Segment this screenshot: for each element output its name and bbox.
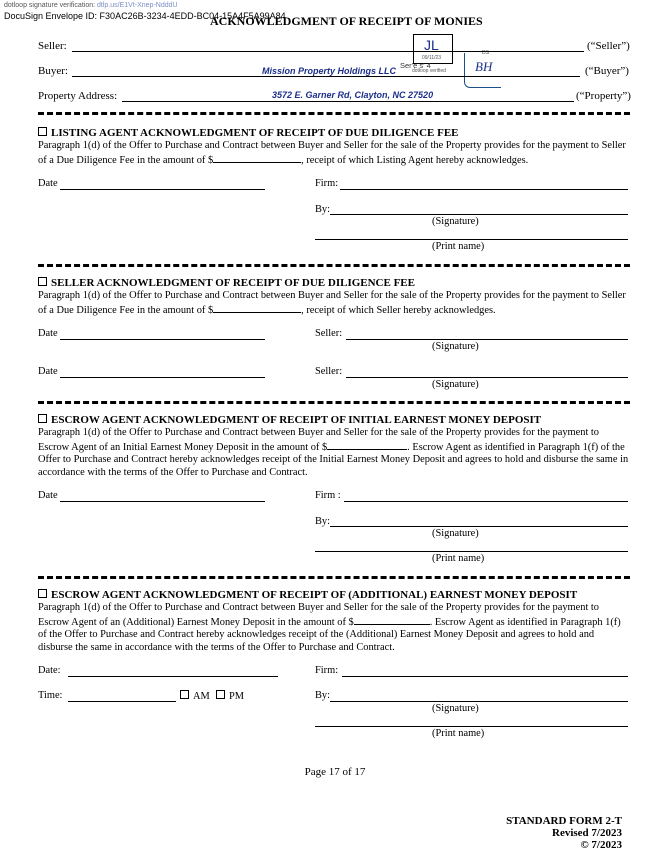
listing-section-title [38,127,459,139]
escrow-initial-firm-label: Firm : [315,490,341,501]
seller-label: Seller: [38,40,67,52]
buyer-initials-box[interactable] [464,53,501,88]
escrow-initial-print-field[interactable] [315,551,628,552]
form-info [506,815,622,851]
escrow-additional-time-label: Time: [38,690,63,701]
listing-title-text: LISTING AGENT ACKNOWLEDGMENT OF RECEIPT OF DUE DILIGENCE FEE [51,127,459,139]
seller-initials-box[interactable] [413,34,453,64]
escrow-additional-title-text: ESCROW AGENT ACKNOWLEDGMENT OF RECEIPT OF (ADDITIONAL) EARNEST MONEY DEPOSIT [51,589,578,601]
escrow-additional-print-caption: (Print name) [432,728,485,739]
listing-date-field[interactable] [60,189,265,190]
am-option[interactable] [180,690,210,702]
buyer-initials: BH [475,59,493,74]
seller-signature-field-2[interactable] [346,377,628,378]
seller-para-a: Paragraph 1(d) of the Offer to Purchase and Contract between Buyer and Seller for the sale of the Property provides for the payment to Seller of a Due Diligence Fee in the amount of $ [38,290,626,316]
escrow-additional-para-b: . Escrow Agent as identified in Paragraph 1(f) of the Offer to Purchase and Contract hereby acknowledges receipt of the (Additional) Earnest Money Deposit and agrees to hold and disburse the same in accordance with the terms of the Offer to Purchase and Contract. [38,616,621,653]
escrow-additional-amount-field[interactable] [354,615,430,625]
pm-checkbox[interactable] [216,690,225,699]
dotloop-verified-tag: dotloop verified [412,68,446,74]
listing-signature-field[interactable] [330,214,628,215]
escrow-initial-amount-field[interactable] [327,440,407,450]
divider [38,264,630,267]
escrow-additional-date-label: Date: [38,665,61,676]
ds-tag: DS [482,50,489,56]
escrow-initial-date-label: Date [38,490,58,501]
listing-signature-caption: (Signature) [432,216,479,227]
page-title: ACKNOWLEDGMENT OF RECEIPT OF MONIES [210,14,483,28]
seller-signature-caption-2: (Signature) [432,379,479,390]
page-number: Page 17 of 17 [304,766,366,778]
listing-by-label: By: [315,204,331,215]
escrow-initial-firm-field[interactable] [344,501,628,502]
property-suffix: (“Property”) [576,90,631,102]
escrow-additional-section-title [38,589,577,601]
envelope-id: DocuSign Envelope ID: F30AC26B-3234-4EDD-BC04-15A4F5A99A84 [4,11,286,21]
seller-initials: JL [424,37,439,53]
seller-suffix: (“Seller”) [587,40,630,52]
escrow-additional-time-field[interactable] [68,701,176,702]
escrow-additional-date-field[interactable] [68,676,278,677]
listing-fee-field[interactable] [213,153,301,163]
seller-sig-label-2: Seller: [315,366,343,377]
seller-signature-field-1[interactable] [346,339,628,340]
escrow-initial-by-label: By: [315,516,331,527]
seller-date-field-2[interactable] [60,377,265,378]
form-name: STANDARD FORM 2-T [506,815,622,827]
listing-firm-label: Firm: [315,178,339,189]
seller-checkbox[interactable] [38,277,47,286]
pm-option[interactable] [216,690,244,702]
property-field[interactable] [122,101,574,102]
escrow-additional-paragraph [38,602,630,654]
escrow-initial-para-a: Paragraph 1(d) of the Offer to Purchase and Contract between Buyer and Seller for the sale of the Property provides for the payment to Escrow Agent of an Initial Earnest Money Deposit in the amount of $ [38,427,600,453]
escrow-additional-firm-label: Firm: [315,665,339,676]
divider [38,401,630,404]
form-revised: Revised 7/2023 [552,827,622,839]
escrow-initial-para-b: . Escrow Agent as identified in Paragraph 1(f) of the Offer to Purchase and Contract hereby acknowledges receipt of the Initial Earnest Money Deposit and agrees to hold and disburse the same in accordance with the terms of the Offer to Purchase and Contract. [38,441,629,478]
form-copyright: © 7/2023 [580,839,622,851]
escrow-additional-para-a: Paragraph 1(d) of the Offer to Purchase and Contract between Buyer and Seller for the sale of the Property provides for the payment to Escrow Agent of an (Additional) Earnest Money Deposit in the amount of $ [38,602,600,628]
seller-sig-label-1: Seller: [315,328,343,339]
seller-fee-field[interactable] [213,303,301,313]
seller-field[interactable] [72,51,584,52]
property-value: 3572 E. Garner Rd, Clayton, NC 27520 [272,90,434,100]
buyer-value: Mission Property Holdings LLC [262,66,397,76]
seller-date-field-1[interactable] [60,339,265,340]
verification-link[interactable]: dtlp.us/E1Vt-Xnep-NdddU [97,2,178,9]
escrow-initial-date-field[interactable] [60,501,265,502]
escrow-initial-signature-field[interactable] [330,526,628,527]
escrow-initial-checkbox[interactable] [38,414,47,423]
property-label: Property Address: [38,90,118,102]
escrow-initial-print-caption: (Print name) [432,553,485,564]
am-label: AM [193,691,210,702]
dotloop-verification [4,2,178,9]
listing-date-label: Date [38,178,58,189]
escrow-additional-checkbox[interactable] [38,589,47,598]
pm-label: PM [229,691,245,702]
buyer-suffix: (“Buyer”) [585,65,629,77]
listing-print-caption: (Print name) [432,241,485,252]
buyer-label: Buyer: [38,65,68,77]
escrow-initial-paragraph [38,427,630,479]
escrow-additional-by-label: By: [315,690,331,701]
listing-checkbox[interactable] [38,127,47,136]
divider [38,112,630,115]
listing-paragraph [38,140,630,167]
listing-print-field[interactable] [315,239,628,240]
seller-signature-caption-1: (Signature) [432,341,479,352]
escrow-additional-signature-field[interactable] [330,701,628,702]
escrow-additional-signature-caption: (Signature) [432,703,479,714]
seller-initials-date: 09/11/23 [422,55,442,61]
series-text: Ser'e s' 4 [400,61,431,70]
seller-title-text: SELLER ACKNOWLEDGMENT OF RECEIPT OF DUE DILIGENCE FEE [51,277,415,289]
escrow-additional-firm-field[interactable] [342,676,628,677]
verification-text: dotloop signature verification: [4,2,96,9]
escrow-additional-print-field[interactable] [315,726,628,727]
seller-para-b: , receipt of which Seller hereby acknowledges. [301,304,496,316]
escrow-initial-signature-caption: (Signature) [432,528,479,539]
seller-date-label-2: Date [38,366,58,377]
seller-date-label-1: Date [38,328,58,339]
seller-section-title [38,277,415,289]
escrow-initial-section-title [38,414,541,426]
listing-para-b: , receipt of which Listing Agent hereby acknowledges. [301,154,529,166]
buyer-field[interactable] [72,76,580,77]
seller-paragraph [38,290,630,317]
am-checkbox[interactable] [180,690,189,699]
listing-para-a: Paragraph 1(d) of the Offer to Purchase and Contract between Buyer and Seller for the sale of the Property provides for the payment to Seller of a Due Diligence Fee in the amount of $ [38,140,626,166]
escrow-initial-title-text: ESCROW AGENT ACKNOWLEDGMENT OF RECEIPT OF INITIAL EARNEST MONEY DEPOSIT [51,414,542,426]
divider [38,576,630,579]
listing-firm-field[interactable] [340,189,628,190]
